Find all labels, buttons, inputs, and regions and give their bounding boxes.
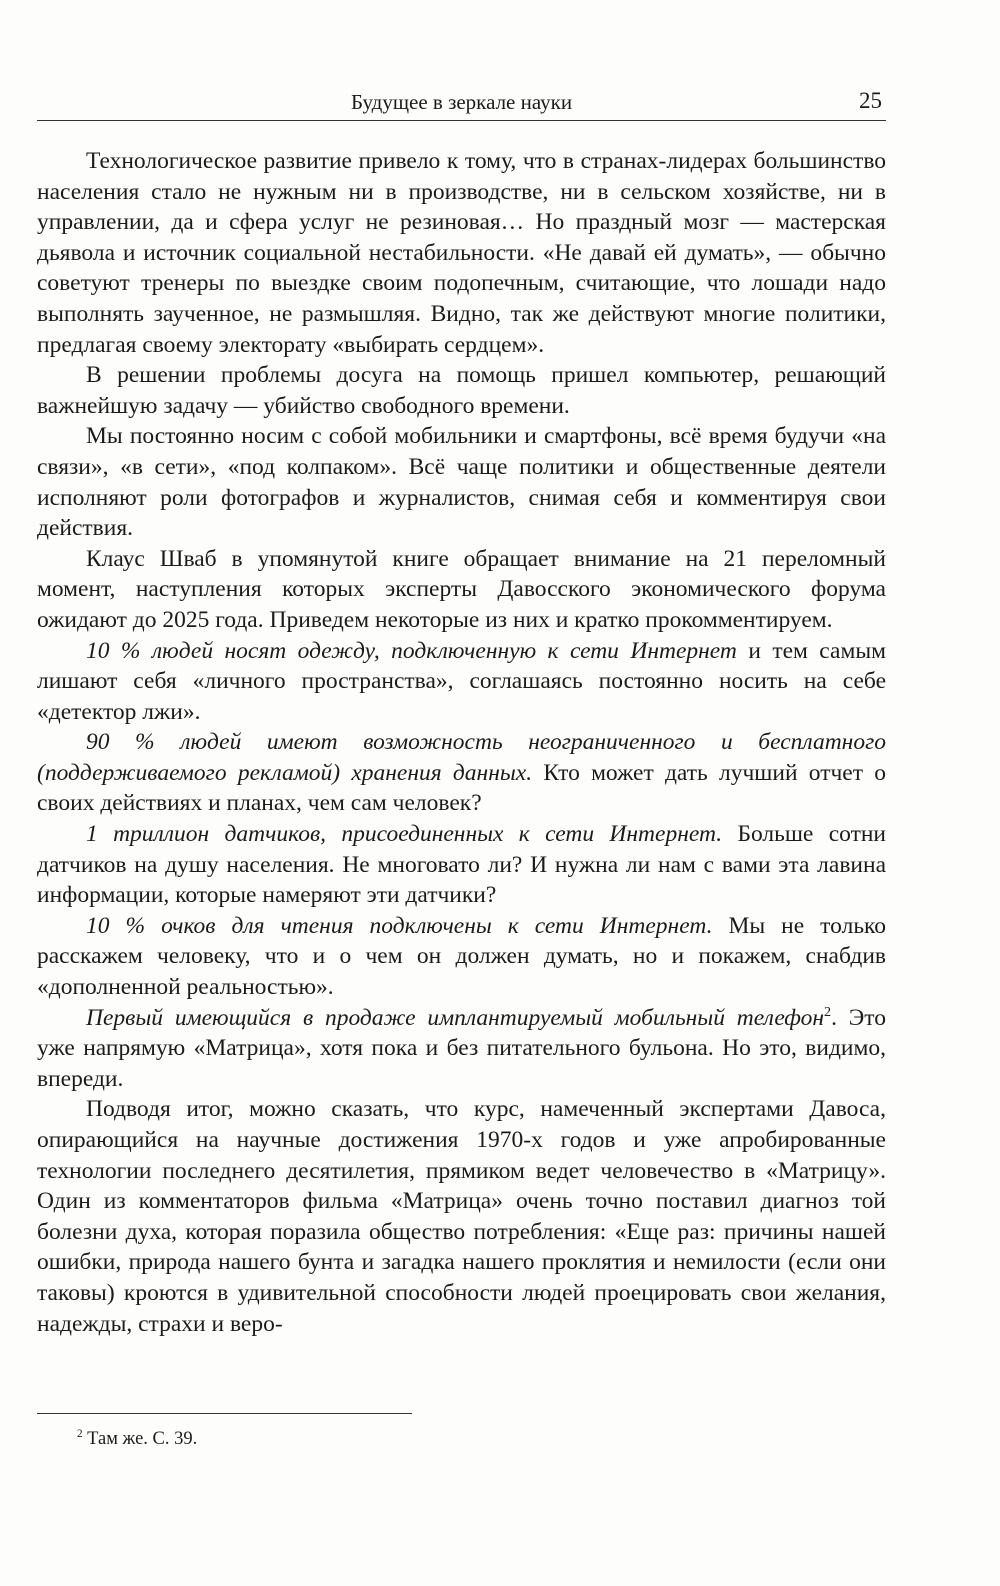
paragraph-text: Мы не только расскажем человеку, что и о чем он должен думать, но и покажем, снабдив «дополненной реальностью».: [37, 912, 887, 1001]
paragraph-text: В решении проблемы досуга на помощь пришел компьютер, решающий важнейшую задачу — убийство свободного времени.: [37, 362, 886, 419]
paragraph-text: Кто может дать лучший отчет о своих действиях и планах, чем сам человек?: [37, 759, 886, 817]
paragraph: [37, 421, 886, 543]
paragraph: [37, 146, 886, 360]
paragraph: [37, 544, 886, 636]
paragraph-italic-lead: 1 триллион датчиков, присоединенных к сети Интернет.: [86, 821, 723, 848]
paragraph: [37, 911, 886, 1003]
paragraph-text: . Это уже напрямую «Матрица», хотя пока и без питательного бульона. Но это, видимо, впереди.: [37, 1004, 886, 1092]
footnote-marker: 2: [77, 1427, 83, 1440]
footnote-divider: [37, 1413, 412, 1414]
paragraph: [37, 727, 886, 819]
paragraph: [37, 636, 886, 728]
page-number: 25: [859, 88, 882, 113]
book-page: [37, 0, 886, 1586]
footnote: [77, 1427, 197, 1451]
paragraph: [37, 1094, 886, 1339]
running-title: Будущее в зеркале науки: [350, 90, 573, 114]
paragraph-italic-lead: 10 % очков для чтения подключены к сети Интернет.: [86, 912, 713, 939]
paragraph: [37, 1003, 886, 1095]
paragraph: [37, 819, 886, 911]
paragraph-italic-lead: Первый имеющийся в продаже имплантируемый мобильный телефон: [86, 1004, 825, 1031]
paragraph-text: Больше сотни датчиков на душу населения. Не многовато ли? И нужна ли нам с вами эта лавина информации, которые намеряют эти датчики?: [37, 821, 886, 909]
paragraph-text: Технологическое развитие привело к тому, что в странах-лидерах большинство населения стало не нужным ни в производстве, ни в сельском хозяйстве, ни в управлении, да и сфера услуг не резиновая… Но праздный мозг — мастерская дьявола и источник социальной нестабильности. «Не давай ей думать», — обычно советуют тренеры по выездке своим подопечным, считающие, что лошади надо выполнять заученное, не размышляя. Видно, так же действуют многие политики, предлагая своему электорату «выбирать сердцем».: [37, 148, 886, 358]
footnote-reference: 2: [824, 1003, 832, 1020]
paragraph-text: и тем самым лишают себя «личного пространства», соглашаясь постоянно носить на себе «детектор лжи».: [37, 637, 886, 725]
paragraph-italic-lead: 10 % людей носят одежду, подключенную к сети Интернет: [86, 637, 737, 664]
footnote-text: Там же. С. 39.: [87, 1429, 198, 1449]
paragraph-text: Клаус Шваб в упомянутой книге обращает внимание на 21 переломный момент, наступления которых эксперты Давосского экономического форума ожидают до 2025 года. Приведем некоторые из них и кратко прокомментируем.: [37, 545, 886, 633]
paragraph-text: Мы постоянно носим с собой мобильники и смартфоны, всё время будучи «на связи», «в сети», «под колпаком». Всё чаще политики и общественные деятели исполняют роли фотографов и журналистов, снимая себя и комментируя свои действия.: [37, 423, 886, 542]
page-header: [37, 88, 886, 121]
paragraph-text: Подводя итог, можно сказать, что курс, намеченный экспертами Давоса, опирающийся на научные достижения 1970-х годов и уже апробированные технологии последнего десятилетия, прямиком ведет человечество в «Матрицу». Один из комментаторов фильма «Матрица» очень точно поставил диагноз той болезни духа, которая поразила общество потребления: «Еще раз: причины нашей ошибки, природа нашего бунта и загадка нашего проклятия и немилости (если они таковы) кроются в удивительной способности людей проецировать свои желания, надежды, страхи и веро-: [37, 1096, 886, 1337]
paragraph: [37, 360, 886, 421]
body-text: [37, 146, 886, 1339]
paragraph-italic-lead: 90 % людей имеют возможность неограниченного и бесплатного (поддерживаемого рекламой) хранения данных.: [37, 729, 886, 786]
